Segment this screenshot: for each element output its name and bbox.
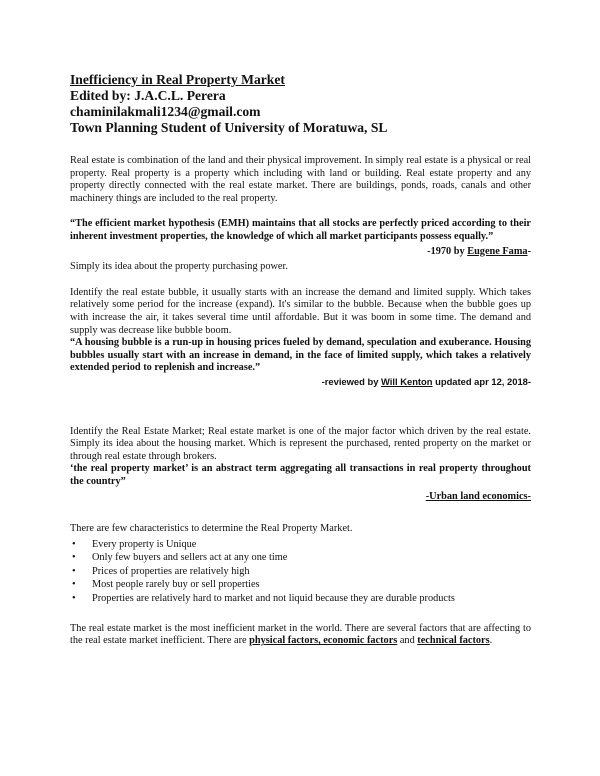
housing-bubble-attribution bbox=[70, 376, 531, 389]
document-header bbox=[70, 72, 531, 136]
emh-attribution-prefix: -1970 by bbox=[427, 245, 468, 257]
housing-bubble-attribution-suffix: updated apr 12, 2018- bbox=[432, 375, 531, 387]
housing-bubble-attribution-prefix: -reviewed by bbox=[321, 375, 382, 387]
bullet-icon: • bbox=[72, 579, 76, 591]
emh-attribution bbox=[70, 246, 531, 259]
housing-bubble-quote: “A housing bubble is a run-up in housing prices fueled by demand, speculation and exuberance. Housing bubbles usually start with an increase in demand, in the face of limited supply, which takes a relatively extended period to replenish and increase.” bbox=[70, 337, 531, 374]
factors-link-physical-economic[interactable]: physical factors, economic factors bbox=[249, 635, 398, 647]
list-item bbox=[70, 592, 531, 606]
conclusion-text: The real estate market is the most inefficient market in the world. There are several factors that are affecting to the real estate market inefficient. There are bbox=[70, 622, 531, 647]
bullet-icon: • bbox=[72, 552, 76, 564]
list-item-text: Properties are relatively hard to market and not liquid because they are durable products bbox=[92, 593, 455, 605]
editor-affiliation: Town Planning Student of University of Moratuwa, SL bbox=[70, 120, 388, 135]
author-link-eugene-fama[interactable]: Eugene Fama bbox=[467, 245, 528, 257]
urban-land-economics-attribution: -Urban land economics- bbox=[425, 491, 531, 503]
list-item-text: Only few buyers and sellers act at any one time bbox=[92, 552, 288, 564]
real-property-market-quote: ‘the real property market’ is an abstract term aggregating all transactions in real property throughout the country” bbox=[70, 463, 531, 487]
bullet-icon: • bbox=[72, 565, 76, 577]
factors-link-technical[interactable]: technical factors bbox=[417, 635, 490, 647]
list-item-text: Most people rarely buy or sell properties bbox=[92, 579, 260, 591]
list-item bbox=[70, 538, 531, 552]
list-item-text: Every property is Unique bbox=[92, 538, 197, 550]
conclusion-paragraph bbox=[70, 623, 531, 648]
list-item-text: Prices of properties are relatively high bbox=[92, 565, 250, 577]
purchasing-power-paragraph: Simply its idea about the property purchasing power. bbox=[70, 261, 288, 273]
conclusion-and: and bbox=[397, 635, 418, 647]
characteristics-list bbox=[70, 538, 531, 606]
list-item bbox=[70, 565, 531, 579]
bubble-paragraph: Identify the real estate bubble, it usually starts with an increase the demand and limited supply. Which takes relatively some period for the increase (expand). It's similar to the bubble. Because when the bubble goes up with increase the air, it takes several time until affordable. But it was boom in some time. The demand and supply was decrease like bubble boom. bbox=[70, 286, 531, 336]
emh-quote: “The efficient market hypothesis (EMH) maintains that all stocks are perfectly priced according to their inherent investment properties, the knowledge of which all market participants possess equally.” bbox=[70, 218, 531, 242]
list-item bbox=[70, 551, 531, 565]
bullet-icon: • bbox=[72, 538, 76, 550]
document-title: Inefficiency in Real Property Market bbox=[70, 72, 285, 87]
editor-email: chaminilakmali1234@gmail.com bbox=[70, 104, 261, 119]
intro-paragraph: Real estate is combination of the land and their physical improvement. In simply real estate is a physical or real property. Real property is a property which including with land or building. Real estate property and any property directly connected with the real estate market. There are buildings, ponds, roads, canals and other machinery things are included to the real property. bbox=[70, 155, 531, 204]
conclusion-end: . bbox=[489, 635, 493, 647]
editor-line: Edited by: J.A.C.L. Perera bbox=[70, 88, 226, 103]
document-page bbox=[70, 72, 531, 648]
author-link-will-kenton[interactable]: Will Kenton bbox=[381, 375, 433, 387]
list-item bbox=[70, 578, 531, 592]
bullet-icon: • bbox=[72, 593, 76, 605]
market-paragraph: Identify the Real Estate Market; Real estate market is one of the major factor which driven by the real estate. Simply its idea about the housing market. Which is represent the purchased, rented property on the market or through real estate through brokers. bbox=[70, 425, 531, 462]
emh-attribution-suffix: - bbox=[527, 245, 531, 257]
characteristics-intro: There are few characteristics to determine the Real Property Market. bbox=[70, 523, 353, 535]
